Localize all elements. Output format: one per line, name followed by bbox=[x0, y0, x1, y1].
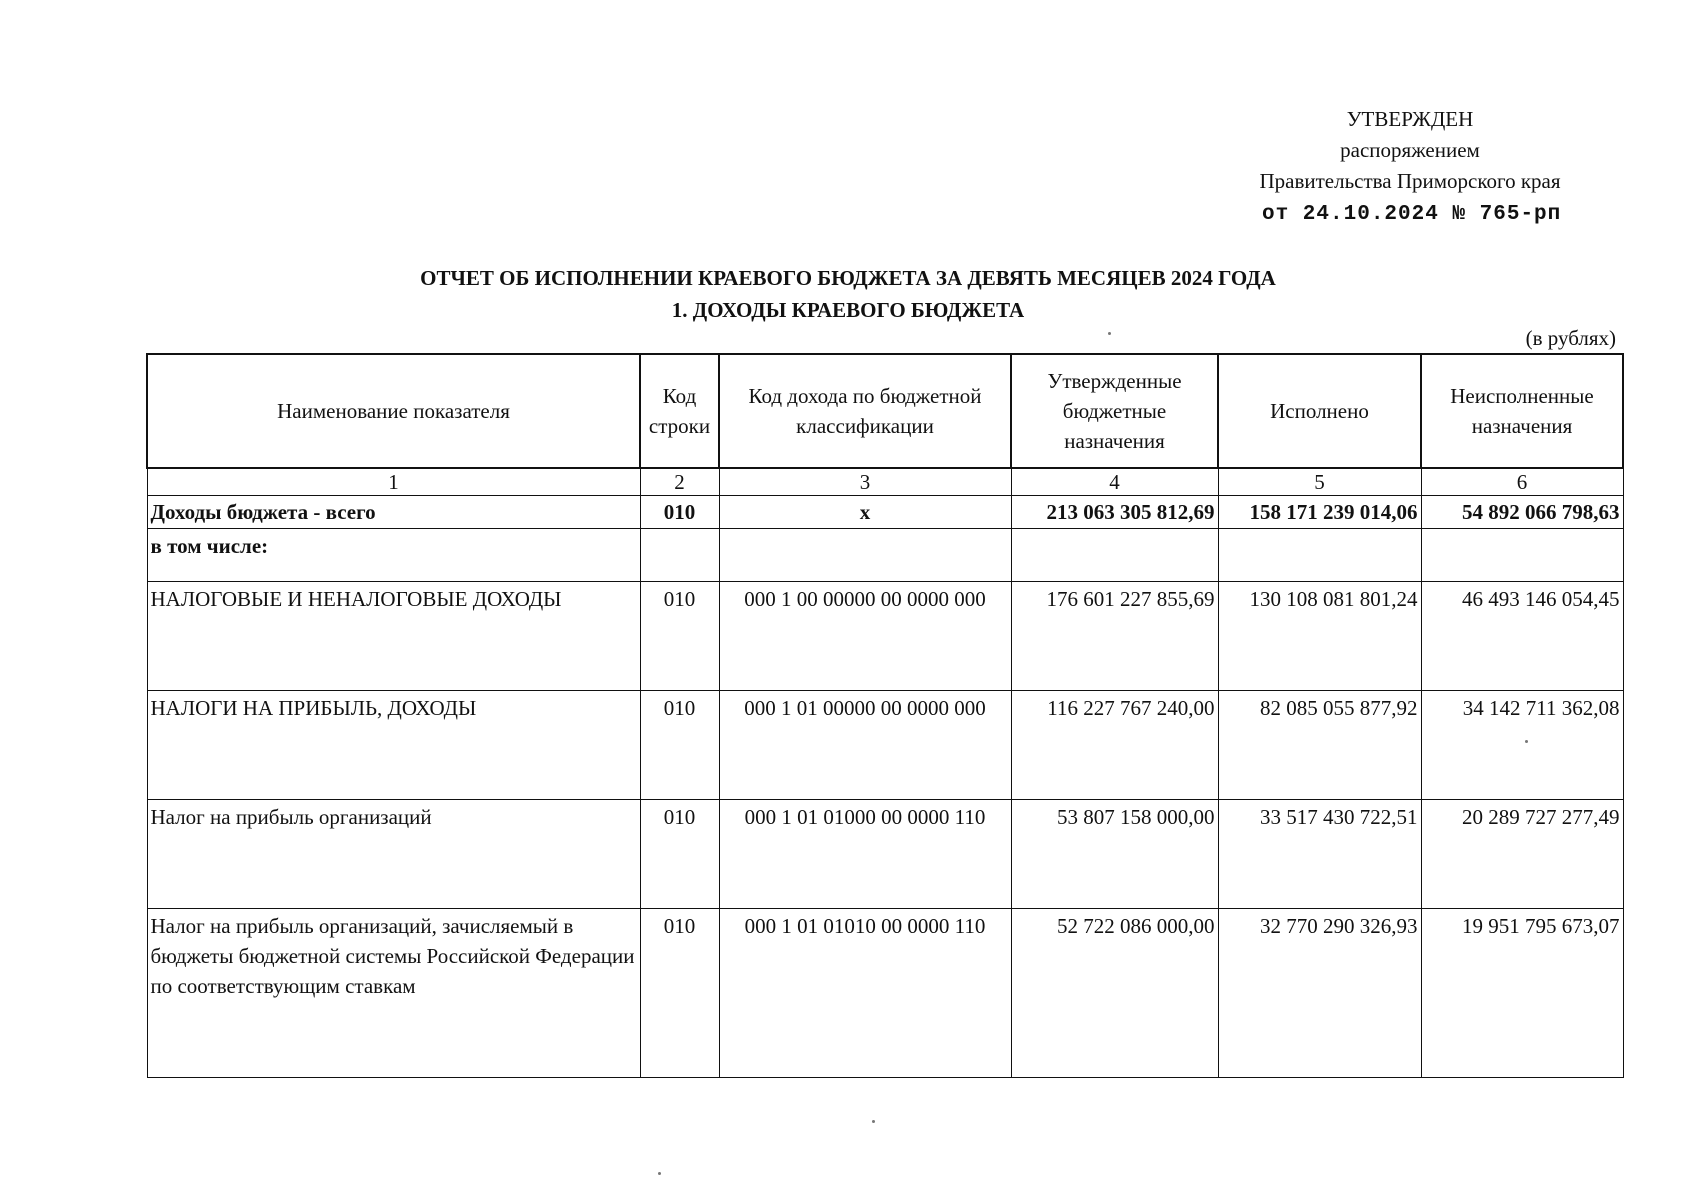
column-number: 1 bbox=[147, 468, 640, 496]
approval-line-order: распоряжением bbox=[1340, 138, 1480, 162]
income-table bbox=[146, 353, 1624, 1078]
table-row-including bbox=[147, 529, 1623, 582]
row-executed: 32 770 290 326,93 bbox=[1218, 909, 1421, 1078]
header-approved: Утвержденные бюджетные назначения bbox=[1011, 354, 1218, 468]
report-title-section: 1. ДОХОДЫ КРАЕВОГО БЮДЖЕТА bbox=[671, 298, 1025, 322]
row-unexecuted: 19 951 795 673,07 bbox=[1421, 909, 1623, 1078]
table-row-total bbox=[147, 496, 1623, 529]
row-executed: 130 108 081 801,24 bbox=[1218, 582, 1421, 691]
approval-line-approved: УТВЕРЖДЕН bbox=[1346, 107, 1474, 131]
scan-speck bbox=[658, 1172, 661, 1175]
header-executed: Исполнено bbox=[1218, 354, 1421, 468]
row-income-code: 000 1 01 01000 00 0000 110 bbox=[719, 800, 1011, 909]
row-name: в том числе: bbox=[147, 529, 640, 582]
report-title-main: ОТЧЕТ ОБ ИСПОЛНЕНИИ КРАЕВОГО БЮДЖЕТА ЗА ДЕВЯТЬ МЕСЯЦЕВ 2024 ГОДА bbox=[420, 266, 1276, 290]
row-line-code bbox=[640, 529, 719, 582]
column-number: 2 bbox=[640, 468, 719, 496]
scan-speck bbox=[872, 1120, 875, 1123]
row-name: Доходы бюджета - всего bbox=[147, 496, 640, 529]
row-line-code: 010 bbox=[640, 582, 719, 691]
table-row bbox=[147, 800, 1623, 909]
row-executed: 33 517 430 722,51 bbox=[1218, 800, 1421, 909]
table-row bbox=[147, 582, 1623, 691]
row-executed: 158 171 239 014,06 bbox=[1218, 496, 1421, 529]
row-executed: 82 085 055 877,92 bbox=[1218, 691, 1421, 800]
header-indicator-name: Наименование показателя bbox=[147, 354, 640, 468]
row-approved: 213 063 305 812,69 bbox=[1011, 496, 1218, 529]
row-income-code: 000 1 01 00000 00 0000 000 bbox=[719, 691, 1011, 800]
approval-block bbox=[1200, 104, 1620, 230]
scan-speck bbox=[1108, 332, 1111, 335]
approval-date-number: от 24.10.2024 № 765-рп bbox=[1262, 203, 1562, 226]
row-unexecuted: 34 142 711 362,08 bbox=[1421, 691, 1623, 800]
column-number-row bbox=[147, 468, 1623, 496]
row-executed bbox=[1218, 529, 1421, 582]
row-approved: 116 227 767 240,00 bbox=[1011, 691, 1218, 800]
row-name: НАЛОГОВЫЕ И НЕНАЛОГОВЫЕ ДОХОДЫ bbox=[147, 582, 640, 691]
row-name: НАЛОГИ НА ПРИБЫЛЬ, ДОХОДЫ bbox=[147, 691, 640, 800]
column-number: 6 bbox=[1421, 468, 1623, 496]
units-note: (в рублях) bbox=[1525, 326, 1616, 350]
row-line-code: 010 bbox=[640, 691, 719, 800]
table-header-row bbox=[147, 354, 1623, 468]
column-number: 3 bbox=[719, 468, 1011, 496]
table-row bbox=[147, 691, 1623, 800]
row-income-code: 000 1 01 01010 00 0000 110 bbox=[719, 909, 1011, 1078]
scan-speck bbox=[1525, 740, 1528, 743]
row-name: Налог на прибыль организаций bbox=[147, 800, 640, 909]
row-income-code: 000 1 00 00000 00 0000 000 bbox=[719, 582, 1011, 691]
column-number: 5 bbox=[1218, 468, 1421, 496]
row-unexecuted bbox=[1421, 529, 1623, 582]
row-unexecuted: 46 493 146 054,45 bbox=[1421, 582, 1623, 691]
row-unexecuted: 54 892 066 798,63 bbox=[1421, 496, 1623, 529]
row-approved: 52 722 086 000,00 bbox=[1011, 909, 1218, 1078]
row-approved: 176 601 227 855,69 bbox=[1011, 582, 1218, 691]
row-line-code: 010 bbox=[640, 496, 719, 529]
column-number: 4 bbox=[1011, 468, 1218, 496]
row-line-code: 010 bbox=[640, 909, 719, 1078]
approval-line-government: Правительства Приморского края bbox=[1259, 169, 1561, 193]
row-line-code: 010 bbox=[640, 800, 719, 909]
row-unexecuted: 20 289 727 277,49 bbox=[1421, 800, 1623, 909]
row-income-code bbox=[719, 529, 1011, 582]
header-income-code: Код дохода по бюджетной классификации bbox=[719, 354, 1011, 468]
row-approved bbox=[1011, 529, 1218, 582]
row-income-code: x bbox=[719, 496, 1011, 529]
row-name: Налог на прибыль организаций, зачисляемый в бюджеты бюджетной системы Российской Федерации по соответствующим ставкам bbox=[147, 909, 640, 1078]
header-unexecuted: Неисполненные назначения bbox=[1421, 354, 1623, 468]
report-title bbox=[0, 262, 1696, 326]
row-approved: 53 807 158 000,00 bbox=[1011, 800, 1218, 909]
table-row bbox=[147, 909, 1623, 1078]
header-line-code: Код строки bbox=[640, 354, 719, 468]
